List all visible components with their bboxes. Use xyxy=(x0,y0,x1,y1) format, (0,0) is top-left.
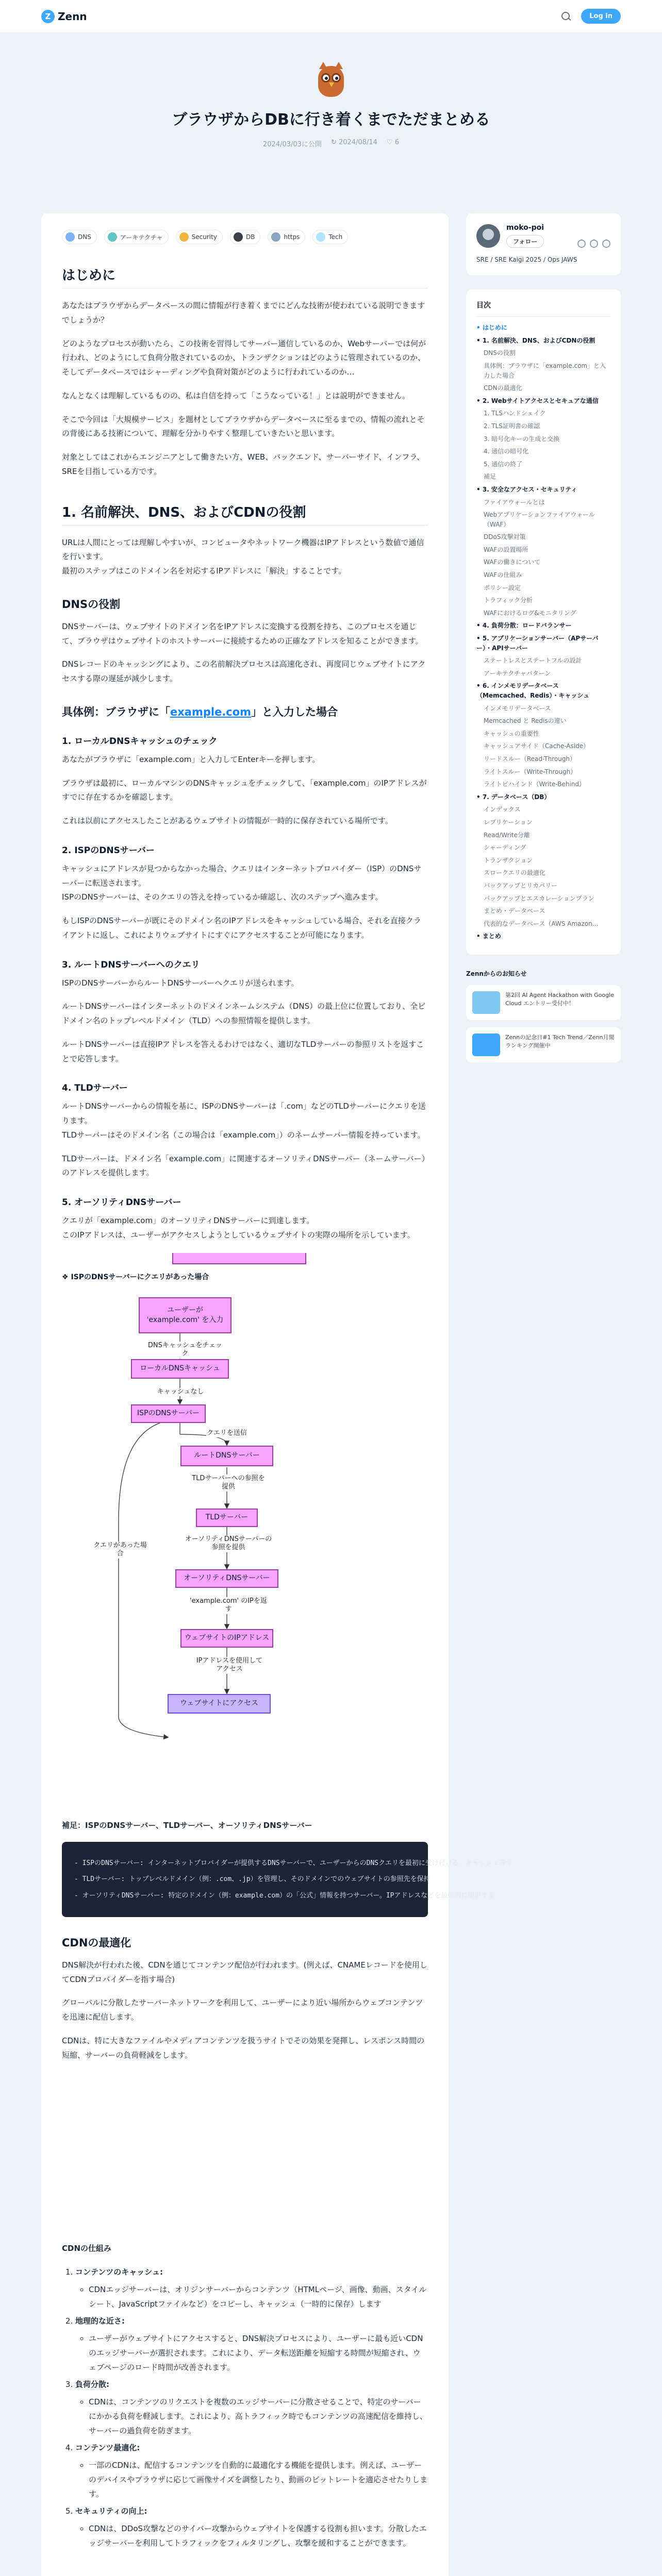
toc-item[interactable]: • 4. 負荷分散：ロードバランサー xyxy=(476,622,572,630)
diagram-edge-label: オーソリティDNSサーバーの参照を提供 xyxy=(185,1535,272,1552)
updated-date: ↻ 2024/08/14 xyxy=(330,139,377,146)
paragraph: あなたがブラウザに「example.com」と入力してEnterキーを押します。 xyxy=(62,754,320,764)
paragraph: ブラウザは最初に、ローカルマシンのDNSキャッシュをチェックして、「example.com」のIPアドレスがすでに存在するかを確認します。 xyxy=(62,778,427,802)
toc-item[interactable]: インメモリデータベース xyxy=(484,704,551,712)
paragraph: キャッシュにアドレスが見つからなかった場合、クエリはインターネットプロバイダー（ISP）のDNSサーバーに転送されます。 ISPのDNSサーバーは、そのクエリの答えを持っているか確認し、次のステップへ進みます。 xyxy=(62,863,422,902)
paragraph: あなたはブラウザからデータベースの間に情報が行き着くまでにどんな技術が使われている説明できますでしょうか？ xyxy=(62,301,425,325)
link-icon[interactable] xyxy=(602,240,610,248)
toc-item[interactable]: 3. 暗号化キーの生成と交換 xyxy=(484,435,560,443)
toc-item[interactable]: ステートレスとステートフルの設計 xyxy=(484,657,582,665)
list-item: 5. セキュリティの向上: ◦ CDNは、DDoS攻撃などのサイバー攻撃からウェブサイトを保護する役割も担います。分散したエッジサーバーを利用してトラフィックをフィルタリングし、攻撃を緩和することができます。 xyxy=(75,2504,428,2550)
diagram-connectors xyxy=(62,1253,428,1804)
toc-item[interactable]: • 6. インメモリデータベース（Memcached、Redis）・キャッシュ xyxy=(476,682,590,699)
paragraph: そこで今回は「大規模サービス」を題材としてブラウザからデータベースに至るまでの、情報の流れとその背後にある技術について、理解を分かりやすく整理していきたいと思います。 xyxy=(62,414,425,438)
toc-item[interactable]: WAFの設置場所 xyxy=(484,546,528,553)
toc-item[interactable]: 4. 通信の暗号化 xyxy=(484,448,529,455)
toc-list xyxy=(476,323,610,941)
list-item: 3. 負荷分散: ◦ CDNは、コンテンツのリクエストを複数のエッジサーバーに分散させることで、特定のサーバーにかかる負荷を軽減します。これにより、高トラフィック時でもコンテンツの高速配信を維持し、サーバーの過負荷を防ぎます。 xyxy=(75,2378,428,2438)
toc-item[interactable]: インデックス xyxy=(484,806,521,814)
list-item: 4. コンテンツ最適化: ◦ 一部のCDNは、配信するコンテンツを自動的に最適化する機能を提供します。例えば、ユーザーのデバイスやブラウザに応じて画像サイズを調整したり、動画のビットレートを適応させたりします。 xyxy=(75,2441,428,2501)
diagram-edge-label: 'example.com' のIPを返す xyxy=(190,1597,267,1614)
paragraph: なんとなくは理解しているものの、私は自信を持って「こうなっている！」とは説明ができません。 xyxy=(62,391,410,400)
website-access-node: ウェブサイトにアクセス xyxy=(168,1694,271,1714)
topic-label: アーキテクチャ xyxy=(120,233,163,241)
paragraph: CDNは、特に大きなファイルやメディアコンテンツを扱うサイトでその効果を発揮し、レスポンス時間の短縮、サーバーの負荷軽減をします。 xyxy=(62,2036,425,2060)
login-button[interactable]: Log in xyxy=(581,9,621,24)
toc-item[interactable]: アーキテクチャパターン xyxy=(484,669,551,677)
paragraph: クエリが「example.com」のオーソリティDNSサーバーに到達します。 このIPアドレスは、ユーザーがアクセスしようとしているウェブサイトの実際の場所を示しています。 xyxy=(62,1216,415,1240)
topic-tag[interactable] xyxy=(62,230,97,244)
zenn-logo[interactable] xyxy=(41,10,87,23)
cdn-mechanism-label: CDNの仕組み xyxy=(62,2244,112,2253)
toc-item[interactable]: • まとめ xyxy=(476,933,501,940)
toc-item[interactable]: トランザクション xyxy=(484,856,533,864)
heading-example: 具体例：ブラウザに「example.com」と入力した場合 xyxy=(62,705,338,718)
toc-card xyxy=(466,290,621,955)
topic-label: DNS xyxy=(78,233,91,241)
topic-tag[interactable] xyxy=(176,230,223,244)
list-item: 1. コンテンツのキャッシュ: ◦ CDNエッジサーバーは、オリジンサーバーからコンテンツ（HTMLページ、画像、動画、スタイルシート、JavaScriptファイルなど）をコピーし、キャッシュ（一時的に保存）します xyxy=(75,2265,428,2311)
toc-item[interactable]: 補足 xyxy=(484,473,496,481)
topic-list xyxy=(62,230,428,244)
paragraph: DNSサーバーは、ウェブサイトのドメイン名をIPアドレスに変換する役割を持ち、このプロセスを通じて、ブラウザはウェブサイトのホストサーバーに接続するための正確なアドレスを知ることができます。 xyxy=(62,621,423,646)
article-meta xyxy=(0,139,662,148)
code-block[interactable]: - ISPのDNSサーバー: インターネットプロバイダーが提供するDNSサーバーで、ユーザーからのDNSクエリを最初に受け付ける。キャッシュ等で - TLDサーバー: トップレベルドメイン（例：.com、.jp）を管理し、そのドメインでのウェブサイトの参照先を保持 - オーソリティDNSサーバー: 特定のドメイン（例：example.com）の「公式」情報を持つサーバー。IPアドレスなどを最終的に提供する xyxy=(62,1842,428,1917)
diagram-edge-label: TLDサーバーへの参照を提供 xyxy=(190,1475,267,1492)
paragraph: DNS解決が行われた後、CDNを通じてコンテンツ配信が行われます。(例えば、CNAMEレコードを使用してCDNプロバイダーを指す場合) xyxy=(62,1960,427,1984)
heading-dns-role: DNSの役割 xyxy=(62,598,121,611)
list-item-detail: ◦ 一部のCDNは、配信するコンテンツを自動的に最適化する機能を提供します。例えば、ユーザーのデバイスやブラウザに応じて画像サイズを調整したり、動画のビットレートを適応させたりします。 xyxy=(89,2459,428,2501)
topic-icon xyxy=(108,232,117,242)
topic-label: DB xyxy=(245,233,255,241)
topic-label: Security xyxy=(191,233,217,241)
diagram-edge-label: IPアドレスを使用してアクセス xyxy=(196,1656,263,1673)
toc-item[interactable]: 具体例：ブラウザに「example.com」と入力した場合 xyxy=(484,362,606,379)
sidebar xyxy=(466,213,621,2576)
site-header xyxy=(0,0,662,33)
published-date: 2024/03/03に公開 xyxy=(263,141,322,148)
diagram-edge-label: DNSキャッシュをチェック xyxy=(146,1342,224,1359)
paragraph: ルートDNSサーバーからの情報を基に、ISPのDNSサーバーは「.com」などのTLDサーバーにクエリを送ります。 TLDサーバーはそのドメイン名（この場合は「example.com」）のネームサーバー情報を持っています。 xyxy=(62,1101,426,1140)
list-item-detail: ◦ CDNエッジサーバーは、オリジンサーバーからコンテンツ（HTMLページ、画像、動画、スタイルシート、JavaScriptファイルなど）をコピーし、キャッシュ（一時的に保存）します xyxy=(89,2283,428,2312)
diagram-edge-label: クエリがあった場合 xyxy=(92,1541,148,1559)
toc-item[interactable]: キャッシュアサイド（Cache-Aside） xyxy=(484,742,590,750)
toc-item[interactable]: • 2. Webサイトアクセスとセキュアな通信 xyxy=(476,397,599,404)
toc-item[interactable]: • 5. アプリケーションサーバー（APサーバー）・APIサーバー xyxy=(476,635,599,652)
announcement-text: Zennの記念日#1 Tech Trend／Zenn月間ランキング開催中 xyxy=(505,1033,615,1049)
paragraph: グローバルに分散したサーバーネットワークを利用して、ユーザーにより近い場所からウェブコンテンツを迅速に配信します。 xyxy=(62,1998,423,2022)
paragraph: これは以前にアクセスしたことがあるウェブサイトの情報が一時的に保存されている場所です。 xyxy=(62,816,393,825)
diagram-edge-label: キャッシュなし xyxy=(155,1388,206,1397)
heading-step-1: 1. ローカルDNSキャッシュのチェック xyxy=(62,736,218,747)
root-dns-node: ルートDNSサーバー xyxy=(180,1446,273,1466)
logo-text: Zenn xyxy=(58,10,87,23)
list-item-detail: ◦ ユーザーがウェブサイトにアクセスすると、DNS解決プロセスにより、ユーザーに最も近いCDNのエッジサーバーが選択されます。これにより、データ転送距離を短縮する時間が短縮され、ウェブページのロード時間が改善されます。 xyxy=(89,2332,428,2375)
list-item: 2. 地理的な近さ: ◦ ユーザーがウェブサイトにアクセスすると、DNS解決プロセスにより、ユーザーに最も近いCDNのエッジサーバーが選択されます。これにより、データ転送距離を短縮する時間が短縮され、ウェブページのロード時間が改善されます。 xyxy=(75,2314,428,2375)
toc-item[interactable]: バックアップとリカバリー xyxy=(484,882,558,889)
author-name[interactable]: moko-poi xyxy=(506,224,544,232)
toc-item[interactable]: ファイアウォールとは xyxy=(484,498,545,506)
toc-item[interactable]: 5. 通信の終了 xyxy=(484,460,523,468)
topic-tag[interactable] xyxy=(268,230,305,244)
toc-item[interactable]: Read/Write分離 xyxy=(484,831,530,839)
toc-item[interactable]: ライトスルー（Write-Through） xyxy=(484,768,577,775)
heading-step-3: 3. ルートDNSサーバーへのクエリ xyxy=(62,959,200,970)
user-input-node: ユーザーが 'example.com' を入力 xyxy=(139,1297,231,1333)
toc-item[interactable]: バックアップとエスカレーションプラン xyxy=(484,894,594,902)
toc-item[interactable]: スロークエリの最適化 xyxy=(484,869,545,877)
toc-item[interactable]: ポリシー設定 xyxy=(484,584,521,591)
heading-section-2 xyxy=(62,2573,428,2576)
toc-item[interactable]: 代表的なデータベース（AWS Amazon... xyxy=(484,920,599,927)
article-hero xyxy=(0,33,662,229)
toc-item[interactable]: DDoS攻撃対策 xyxy=(484,533,526,541)
search-icon[interactable] xyxy=(560,11,572,22)
follow-button[interactable]: フォロー xyxy=(506,235,544,248)
topic-label: Tech xyxy=(328,233,343,241)
toc-item[interactable]: WAFの仕組み xyxy=(484,571,522,579)
authority-dns-node: オーソリティDNSサーバー xyxy=(175,1569,278,1588)
toc-item[interactable]: キャッシュの重要性 xyxy=(484,730,539,737)
topic-label: https xyxy=(284,233,300,241)
supplement-label: 補足：ISPのDNSサーバー、TLDサーバー、オーソリティDNSサーバー xyxy=(62,1820,312,1830)
paragraph: ルートDNSサーバーはインターネットのドメインネームシステム（DNS）の最上位に位置しており、全ビドメイン名のトップレベルドメイン（TLD）への参照情報を提供します。 xyxy=(62,1002,426,1025)
paragraph: DNSレコードのキャッシングにより、この名前解決プロセスは高速化され、再度同じウェブサイトにアクセスする際の遅延が減少します。 xyxy=(62,659,426,683)
announcement-thumbnail xyxy=(472,991,500,1014)
paragraph: 対象としてはこれからエンジニアとして働きたい方、WEB、バックエンド、サーバーサイド、インフラ、SREを目指している方です。 xyxy=(62,452,425,476)
toc-item[interactable]: Memcached と Redisの違い xyxy=(484,717,567,725)
x-icon[interactable] xyxy=(590,240,598,248)
paragraph: URLは人間にとっては理解しやすいが、コンピュータやネットワーク機器はIPアドレスという数値で通信を行います。 最初のステップはこのドメイン名を対応するIPアドレスに「解決」することです。 xyxy=(62,537,424,575)
announcements-title: Zennからのお知らせ xyxy=(466,970,527,977)
zenn-logo-icon: Z xyxy=(41,10,55,23)
announcement-item[interactable] xyxy=(466,1027,621,1062)
list-item-detail: ◦ CDNは、DDoS攻撃などのサイバー攻撃からウェブサイトを保護する役割も担います。分散したエッジサーバーを利用してトラフィックをフィルタリングし、攻撃を緩和することができます。 xyxy=(89,2522,428,2551)
announcement-item[interactable] xyxy=(466,985,621,1020)
author-bio: SRE / SRE Kaigi 2025 / Ops JAWS xyxy=(476,256,577,263)
paragraph: ISPのDNSサーバーからルートDNSサーバーへクエリが送られます。 xyxy=(62,978,299,988)
toc-item[interactable]: CDNの最適化 xyxy=(484,384,522,392)
local-cache-node: ローカルDNSキャッシュ xyxy=(131,1359,229,1379)
toc-item[interactable]: DNSの役割 xyxy=(484,349,516,357)
article-title: ブラウザからDBに行き着くまでただまとめる xyxy=(172,111,490,129)
github-icon[interactable] xyxy=(577,240,586,248)
author-card xyxy=(466,213,621,275)
toc-item[interactable]: ライトビハインド（Write-Behind） xyxy=(484,781,586,788)
topic-icon xyxy=(234,232,243,242)
owl-emoji-icon xyxy=(315,62,347,98)
toc-item[interactable]: • 1. 名前解決、DNS、およびCDNの役割 xyxy=(476,336,595,344)
diagram-edge-label: クエリを送信 xyxy=(207,1429,247,1437)
heading-cdn: CDNの最適化 xyxy=(62,1936,131,1949)
heading-intro: はじめに xyxy=(62,265,428,289)
heading-step-5: 5. オーソリティDNSサーバー xyxy=(62,1197,181,1208)
example-link[interactable]: example.com xyxy=(170,705,252,718)
website-ip-node: ウェブサイトのIPアドレス xyxy=(180,1629,273,1648)
toc-item[interactable]: リードスルー（Read-Through） xyxy=(484,755,576,762)
paragraph: もしISPのDNSサーバーが既にそのドメイン名のIPアドレスをキャッシュしている場合、それを直接クライアントに返し、これによりウェブサイトにすぐにアクセスすることが可能になります。 xyxy=(62,916,421,940)
toc-item[interactable]: トラフィック分析 xyxy=(484,597,533,604)
toc-item[interactable]: まとめ・データベース xyxy=(484,907,545,915)
avatar[interactable] xyxy=(476,224,500,248)
toc-item[interactable]: WAFにおけるログ&モニタリング xyxy=(484,609,576,617)
toc-item[interactable]: シャーディング xyxy=(484,844,526,852)
diagram-caption: ❖ ISPのDNSサーバーにクエリがあった場合 xyxy=(62,1273,209,1281)
paragraph: どのようなプロセスが動いたら、この技術を習得してサーバー通信しているのか、Webサーバーでは何が行われ、どのようにして負荷分散されているのか、トランザクションはどのように管理されているのか、そしてデータベースではシャーディングや負荷対策がどのように行われているのか… xyxy=(62,338,426,377)
embedded-image-placeholder xyxy=(62,2072,428,2242)
list-item-detail: ◦ CDNは、コンテンツのリクエストを複数のエッジサーバーに分散させることで、特定のサーバーにかかる負荷を軽減します。これにより、高トラフィック時でもコンテンツの高速配信を維持し、サーバーの過負荷を防ぎます。 xyxy=(89,2395,428,2438)
heading-section-1: 1. 名前解決、DNS、およびCDNの役割 xyxy=(62,502,428,526)
toc-item[interactable]: • はじめに xyxy=(476,324,507,332)
announcement-text: 第2回 AI Agent Hackathon with Google Cloud エントリー受付中！ xyxy=(505,991,614,1007)
toc-item[interactable]: 2. TLS証明書の確認 xyxy=(484,422,540,430)
toc-item[interactable]: レプリケーション xyxy=(484,818,533,826)
toc-item[interactable]: 1. TLSハンドシェイク xyxy=(484,410,546,417)
toc-item[interactable]: WAFの働きについて xyxy=(484,558,541,566)
dns-flow-diagram xyxy=(62,1253,428,1804)
topic-icon xyxy=(271,232,280,242)
topic-tag[interactable] xyxy=(104,230,169,244)
topic-icon xyxy=(316,232,325,242)
heading-step-2: 2. ISPのDNSサーバー xyxy=(62,845,155,856)
paragraph: ルートDNSサーバーは直接IPアドレスを答えるわけではなく、適切なTLDサーバーの参照リストを返すことで応答します。 xyxy=(62,1039,424,1063)
paragraph: TLDサーバーは、ドメイン名「example.com」に関連するオーソリティDNSサーバー（ネームサーバー）のアドレスを提供します。 xyxy=(62,1154,426,1178)
topic-icon xyxy=(65,232,75,242)
toc-title: 目次 xyxy=(476,300,610,317)
tld-node: TLDサーバー xyxy=(196,1509,258,1527)
announcement-list xyxy=(466,985,621,1062)
topic-icon xyxy=(179,232,189,242)
heading-step-4: 4. TLDサーバー xyxy=(62,1083,128,1094)
topic-tag[interactable] xyxy=(230,230,260,244)
likes-count: ♡ 6 xyxy=(386,139,399,146)
topic-tag[interactable] xyxy=(312,230,348,244)
cdn-mechanism-list xyxy=(62,2265,428,2551)
toc-item[interactable]: Webアプリケーションファイアウォール（WAF） xyxy=(484,511,595,528)
announcement-thumbnail xyxy=(472,1033,500,1056)
toc-item[interactable]: • 3. 安全なアクセス・セキュリティ xyxy=(476,485,577,493)
isp-dns-node: ISPのDNSサーバー xyxy=(131,1404,206,1423)
toc-item[interactable]: • 7. データベース（DB） xyxy=(476,793,551,801)
